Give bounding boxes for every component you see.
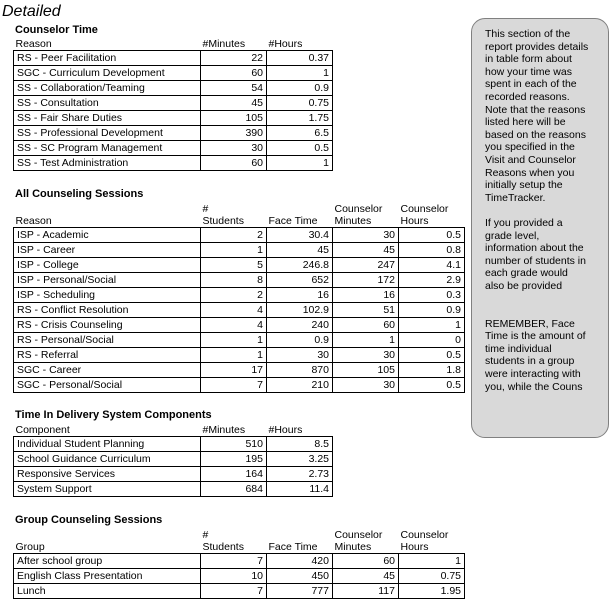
column-header: # Students [201,527,267,554]
row-value: 1.95 [399,584,465,599]
row-value: 5 [201,258,267,273]
row-value: 164 [201,467,267,482]
row-value: 8.5 [267,437,333,452]
row-value: 0.8 [399,243,465,258]
row-value: 0.9 [267,333,333,348]
row-value: 0.5 [267,141,333,156]
row-label: ISP - Scheduling [14,288,201,303]
row-value: 1 [267,66,333,81]
row-label: System Support [14,482,201,497]
column-header: Counselor Minutes [333,527,399,554]
row-value: 172 [333,273,399,288]
row-value: 16 [267,288,333,303]
table-row [14,228,465,243]
table-row [14,126,333,141]
row-label: Individual Student Planning [14,437,201,452]
row-value: 10 [201,569,267,584]
row-value: 195 [201,452,267,467]
row-value: 0.5 [399,378,465,393]
row-label: Lunch [14,584,201,599]
table-row [14,437,333,452]
table-row [14,482,333,497]
row-value: 60 [201,66,267,81]
column-header: Counselor Minutes [333,201,399,228]
row-label: ISP - Academic [14,228,201,243]
row-value: 1 [333,333,399,348]
column-header: #Hours [267,37,333,51]
row-label: School Guidance Curriculum [14,452,201,467]
table-header-row [14,37,333,51]
page-title: Detailed [2,3,61,20]
row-value: 210 [267,378,333,393]
row-value: 4.1 [399,258,465,273]
row-value: 60 [333,554,399,569]
row-value: 30 [333,228,399,243]
table-row [14,452,333,467]
row-value: 240 [267,318,333,333]
row-label: After school group [14,554,201,569]
row-value: 8 [201,273,267,288]
table-row [14,363,465,378]
note-paragraph-intro: This section of the report provides details in table form about how your time was spent in each of the recorded reasons. Note that the reasons listed here will be based on the reasons you specified in the Visit and Counselor Reasons when you initially setup the TimeTracker. [485,28,589,204]
row-value: 2.9 [399,273,465,288]
row-label: SS - Collaboration/Teaming [14,81,201,96]
column-header: Reason [14,201,201,228]
row-value: 11.4 [267,482,333,497]
row-label: English Class Presentation [14,569,201,584]
row-label: ISP - College [14,258,201,273]
row-label: RS - Crisis Counseling [14,318,201,333]
row-value: 30.4 [267,228,333,243]
row-value: 390 [201,126,267,141]
row-value: 6.5 [267,126,333,141]
row-value: 17 [201,363,267,378]
table-row [14,569,465,584]
row-value: 0.5 [399,348,465,363]
row-value: 1.75 [267,111,333,126]
row-value: 105 [333,363,399,378]
group-sessions-title: Group Counseling Sessions [15,514,163,526]
all-sessions-table [13,201,465,393]
row-value: 30 [267,348,333,363]
table-row [14,156,333,171]
table-row [14,96,333,111]
counselor-time-title: Counselor Time [15,24,98,36]
row-value: 0.75 [399,569,465,584]
row-value: 7 [201,554,267,569]
row-value: 22 [201,51,267,66]
table-row [14,467,333,482]
table-row [14,243,465,258]
row-value: 420 [267,554,333,569]
row-value: 102.9 [267,303,333,318]
row-value: 45 [333,243,399,258]
table-row [14,66,333,81]
row-value: 0.3 [399,288,465,303]
row-value: 45 [267,243,333,258]
note-paragraph-remember: REMEMBER, Face Time is the amount of time individual students in a group were interacting with you, while the Couns [485,317,586,393]
row-value: 0.5 [399,228,465,243]
row-value: 0 [399,333,465,348]
row-value: 16 [333,288,399,303]
column-header: Face Time [267,527,333,554]
table-row [14,111,333,126]
row-value: 684 [201,482,267,497]
table-row [14,584,465,599]
row-value: 2.73 [267,467,333,482]
row-label: RS - Peer Facilitation [14,51,201,66]
table-row [14,288,465,303]
note-paragraph-grade: If you provided a grade level, information about the number of students in each grade would also be provided [485,216,586,292]
table-row [14,378,465,393]
row-value: 105 [201,111,267,126]
info-note [471,18,609,438]
row-value: 247 [333,258,399,273]
table-row [14,51,333,66]
row-value: 1 [399,318,465,333]
row-label: RS - Personal/Social [14,333,201,348]
row-value: 0.75 [267,96,333,111]
table-row [14,348,465,363]
row-value: 45 [333,569,399,584]
row-value: 45 [201,96,267,111]
row-value: 51 [333,303,399,318]
row-value: 30 [201,141,267,156]
column-header: #Hours [267,423,333,437]
table-row [14,141,333,156]
row-label: SS - Consultation [14,96,201,111]
row-value: 1 [267,156,333,171]
column-header: # Students [201,201,267,228]
delivery-table [13,423,333,497]
row-value: 870 [267,363,333,378]
table-row [14,273,465,288]
row-label: SGC - Curriculum Development [14,66,201,81]
row-value: 60 [333,318,399,333]
table-header-row [14,527,465,554]
row-value: 1.8 [399,363,465,378]
row-value: 450 [267,569,333,584]
row-value: 7 [201,378,267,393]
table-row [14,333,465,348]
row-value: 1 [201,243,267,258]
column-header: Face Time [267,201,333,228]
row-label: SGC - Career [14,363,201,378]
row-value: 54 [201,81,267,96]
row-value: 4 [201,318,267,333]
table-row [14,303,465,318]
row-label: ISP - Career [14,243,201,258]
row-value: 0.9 [267,81,333,96]
row-value: 510 [201,437,267,452]
column-header: Counselor Hours [399,201,465,228]
table-row [14,258,465,273]
row-label: SS - Fair Share Duties [14,111,201,126]
column-header: Component [14,423,201,437]
row-value: 777 [267,584,333,599]
row-value: 2 [201,288,267,303]
row-value: 652 [267,273,333,288]
row-value: 0.37 [267,51,333,66]
all-sessions-title: All Counseling Sessions [15,188,144,200]
row-value: 1 [399,554,465,569]
row-value: 30 [333,348,399,363]
row-value: 30 [333,378,399,393]
row-label: SGC - Personal/Social [14,378,201,393]
row-label: SS - Test Administration [14,156,201,171]
row-value: 0.9 [399,303,465,318]
row-label: ISP - Personal/Social [14,273,201,288]
table-row [14,81,333,96]
row-label: Responsive Services [14,467,201,482]
table-header-row [14,201,465,228]
delivery-title: Time In Delivery System Components [15,409,212,421]
counselor-time-table [13,37,333,171]
table-row [14,554,465,569]
table-header-row [14,423,333,437]
table-row [14,318,465,333]
column-header: Reason [14,37,201,51]
row-value: 117 [333,584,399,599]
column-header: #Minutes [201,423,267,437]
row-value: 3.25 [267,452,333,467]
row-label: RS - Referral [14,348,201,363]
row-value: 2 [201,228,267,243]
row-label: SS - SC Program Management [14,141,201,156]
row-value: 60 [201,156,267,171]
row-label: RS - Conflict Resolution [14,303,201,318]
row-value: 1 [201,333,267,348]
column-header: #Minutes [201,37,267,51]
row-value: 7 [201,584,267,599]
row-value: 4 [201,303,267,318]
row-label: SS - Professional Development [14,126,201,141]
group-sessions-table [13,527,465,599]
column-header: Group [14,527,201,554]
row-value: 246.8 [267,258,333,273]
row-value: 1 [201,348,267,363]
column-header: Counselor Hours [399,527,465,554]
